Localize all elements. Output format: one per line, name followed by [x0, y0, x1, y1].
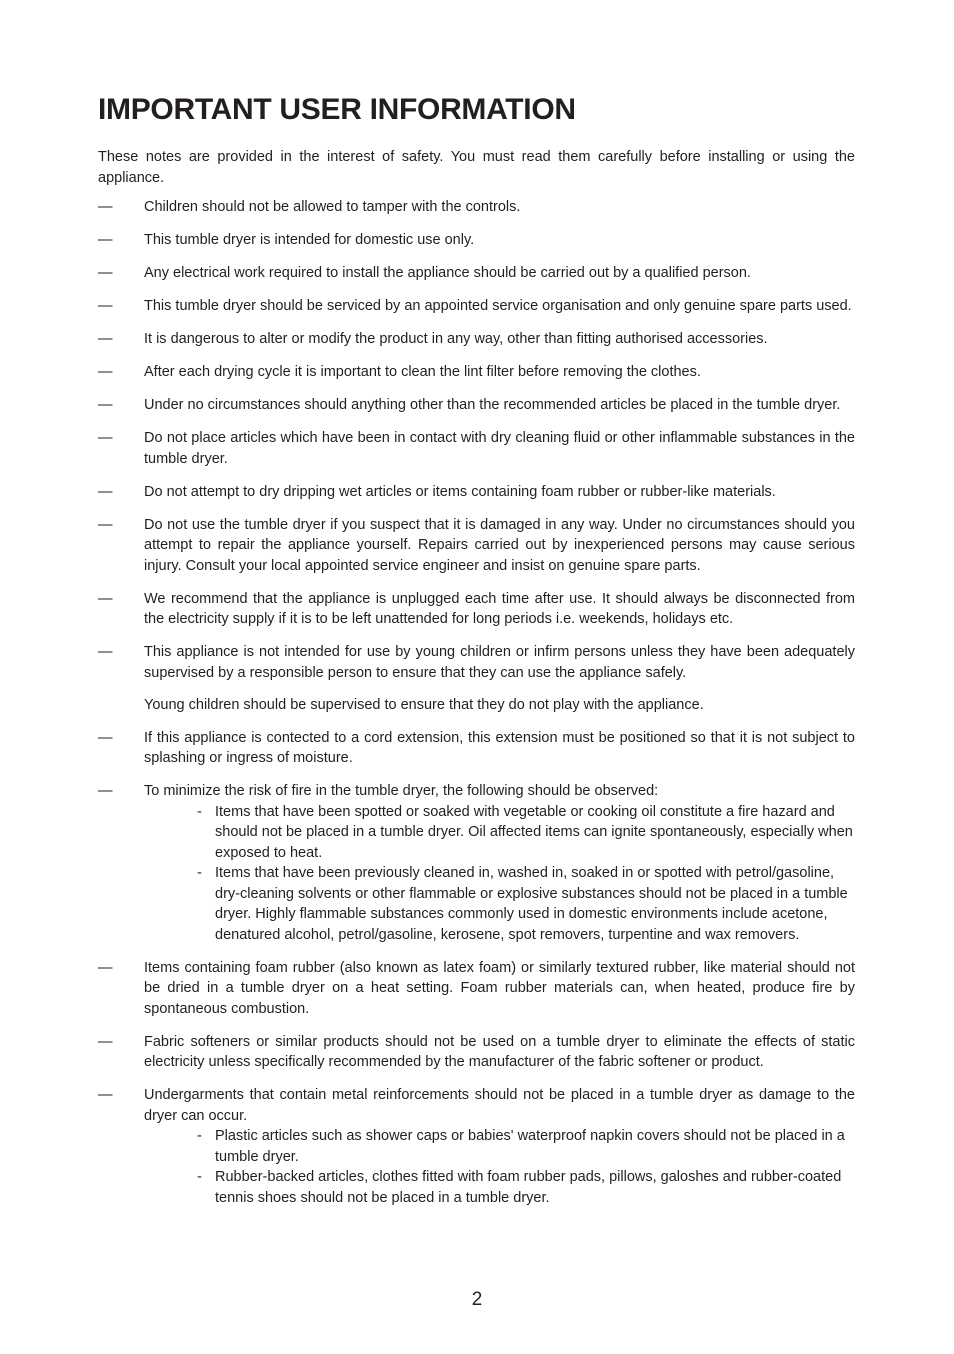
document-page: [98, 92, 855, 1221]
list-item: — This appliance is not intended for use by young children or infirm persons unless they have been adequately supervised by a responsible person to ensure that they can use the appliance safely.: [98, 644, 855, 681]
list-item: — After each drying cycle it is important to clean the lint filter before removing the clothes.: [98, 362, 855, 383]
page-title: IMPORTANT USER INFORMATION: [98, 93, 576, 126]
dash-bullet: —: [98, 1087, 113, 1103]
dash-bullet: —: [98, 430, 113, 446]
dash-bullet: —: [98, 364, 113, 380]
sub-list-item: - Items that have been previously cleaned in, washed in, soaked in or spotted with petrol/gasoline, dry-cleaning solvents or other flammable or explosive substances should not be placed in a tumble dryer. Highly flammable substances commonly used in domestic environments include acetone, denatured alcohol, petrol/gasoline, kerosene, spot removers, turpentine and wax removers.: [197, 865, 848, 943]
hyphen-bullet: -: [197, 803, 202, 820]
sub-list-item: - Rubber-backed articles, clothes fitted with foam rubber pads, pillows, galoshes and rubber-coated tennis shoes should not be placed in a tumble dryer.: [197, 1169, 842, 1206]
list-item: — This tumble dryer is intended for domestic use only.: [98, 230, 855, 251]
fire-sublist: [144, 802, 855, 946]
sub-list-item: - Items that have been spotted or soaked with vegetable or cooking oil constitute a fire hazard and should not be placed in a tumble dryer. Oil affected items can ignite spontaneously, especially when exposed to heat.: [197, 803, 853, 861]
list-item: — Any electrical work required to install the appliance should be carried out by a qualified person.: [98, 263, 855, 284]
list-item-fire-risk: — To minimize the risk of fire in the tumble dryer, the following should be observed: - Items that have been spotted or soaked with vegetable or cooking oil constitute a fire hazard and should not be placed in a tumble dryer. Oil affected items can ignite spontaneously, especially when exposed to heat. - Items that have been previously cleaned in, washed in, soaked in or spotted with petrol/gasoline, dry-cleaning solvents or other flammable or explosive substances should not be placed in a tumble dryer. Highly flammable substances commonly used in domestic environments include acetone, denatured alcohol, petrol/gasoline, kerosene, spot removers, turpentine and wax removers.: [98, 781, 855, 945]
dash-bullet: —: [98, 397, 113, 413]
dash-bullet: —: [98, 644, 113, 660]
hyphen-bullet: -: [197, 1128, 202, 1144]
list-item: — Do not place articles which have been in contact with dry cleaning fluid or other inflammable substances in the tumble dryer.: [98, 430, 855, 467]
list-item: — This tumble dryer should be serviced by an appointed service organisation and only genuine spare parts used.: [98, 296, 855, 317]
dash-bullet: —: [98, 516, 113, 533]
list-item: — Fabric softeners or similar products should not be used on a tumble dryer to eliminate the effects of static electricity unless specifically recommended by the manufacturer of the fabric softener or product.: [98, 1033, 855, 1070]
dash-bullet: —: [98, 298, 113, 314]
intro-paragraph: These notes are provided in the interest of safety. You must read them carefully before installing or using the appliance.: [98, 149, 855, 186]
list-item-continuation: Young children should be supervised to ensure that they do not play with the appliance.: [144, 696, 704, 713]
dash-bullet: —: [98, 265, 113, 281]
dash-bullet: —: [98, 483, 113, 500]
hyphen-bullet: -: [197, 865, 202, 881]
dash-bullet: —: [98, 783, 113, 799]
list-item: — Under no circumstances should anything other than the recommended articles be placed in the tumble dryer.: [98, 395, 855, 416]
dash-bullet: —: [98, 1033, 113, 1050]
dash-bullet: —: [98, 331, 113, 347]
safety-list: [98, 197, 855, 1208]
list-item: — We recommend that the appliance is unplugged each time after use. It should always be disconnected from the electricity supply if it is to be left unattended for long periods i.e. weekends, holidays etc.: [98, 590, 855, 627]
hyphen-bullet: -: [197, 1169, 202, 1185]
dash-bullet: —: [98, 590, 113, 607]
sub-list-item: - Plastic articles such as shower caps or babies' waterproof napkin covers should not be placed in a tumble dryer.: [197, 1128, 845, 1165]
undergarment-sublist: [144, 1126, 855, 1208]
list-item: — Do not attempt to dry dripping wet articles or items containing foam rubber or rubber-like materials.: [98, 482, 855, 503]
dash-bullet: —: [98, 199, 113, 215]
list-item: — Do not use the tumble dryer if you suspect that it is damaged in any way. Under no circumstances should you attempt to repair the appliance yourself. Repairs carried out by inexperienced persons may cause serious injury. Consult your local appointed service engineer and insist on genuine spare parts.: [98, 516, 855, 574]
list-item: — Children should not be allowed to tamper with the controls.: [98, 197, 855, 218]
list-item-undergarments: — Undergarments that contain metal reinforcements should not be placed in a tumble dryer as damage to the dryer can occur. - Plastic articles such as shower caps or babies' waterproof napkin covers should not be placed in a tumble dryer. - Rubber-backed articles, clothes fitted with foam rubber pads, pillows, galoshes and rubber-coated tennis shoes should not be placed in a tumble dryer.: [98, 1085, 855, 1208]
list-item: — Items containing foam rubber (also known as latex foam) or similarly textured rubber, like material should not be dried in a tumble dryer on a heat setting. Foam rubber materials can, when heated, produce fire by spontaneous combustion.: [98, 959, 855, 1017]
list-item: — If this appliance is contected to a cord extension, this extension must be positioned so that it is not subject to splashing or ingress of moisture.: [98, 729, 855, 766]
dash-bullet: —: [98, 729, 113, 746]
dash-bullet: —: [98, 232, 113, 248]
list-item: — It is dangerous to alter or modify the product in any way, other than fitting authorised accessories.: [98, 329, 855, 350]
dash-bullet: —: [98, 959, 113, 976]
page-number: 2: [471, 1289, 483, 1310]
